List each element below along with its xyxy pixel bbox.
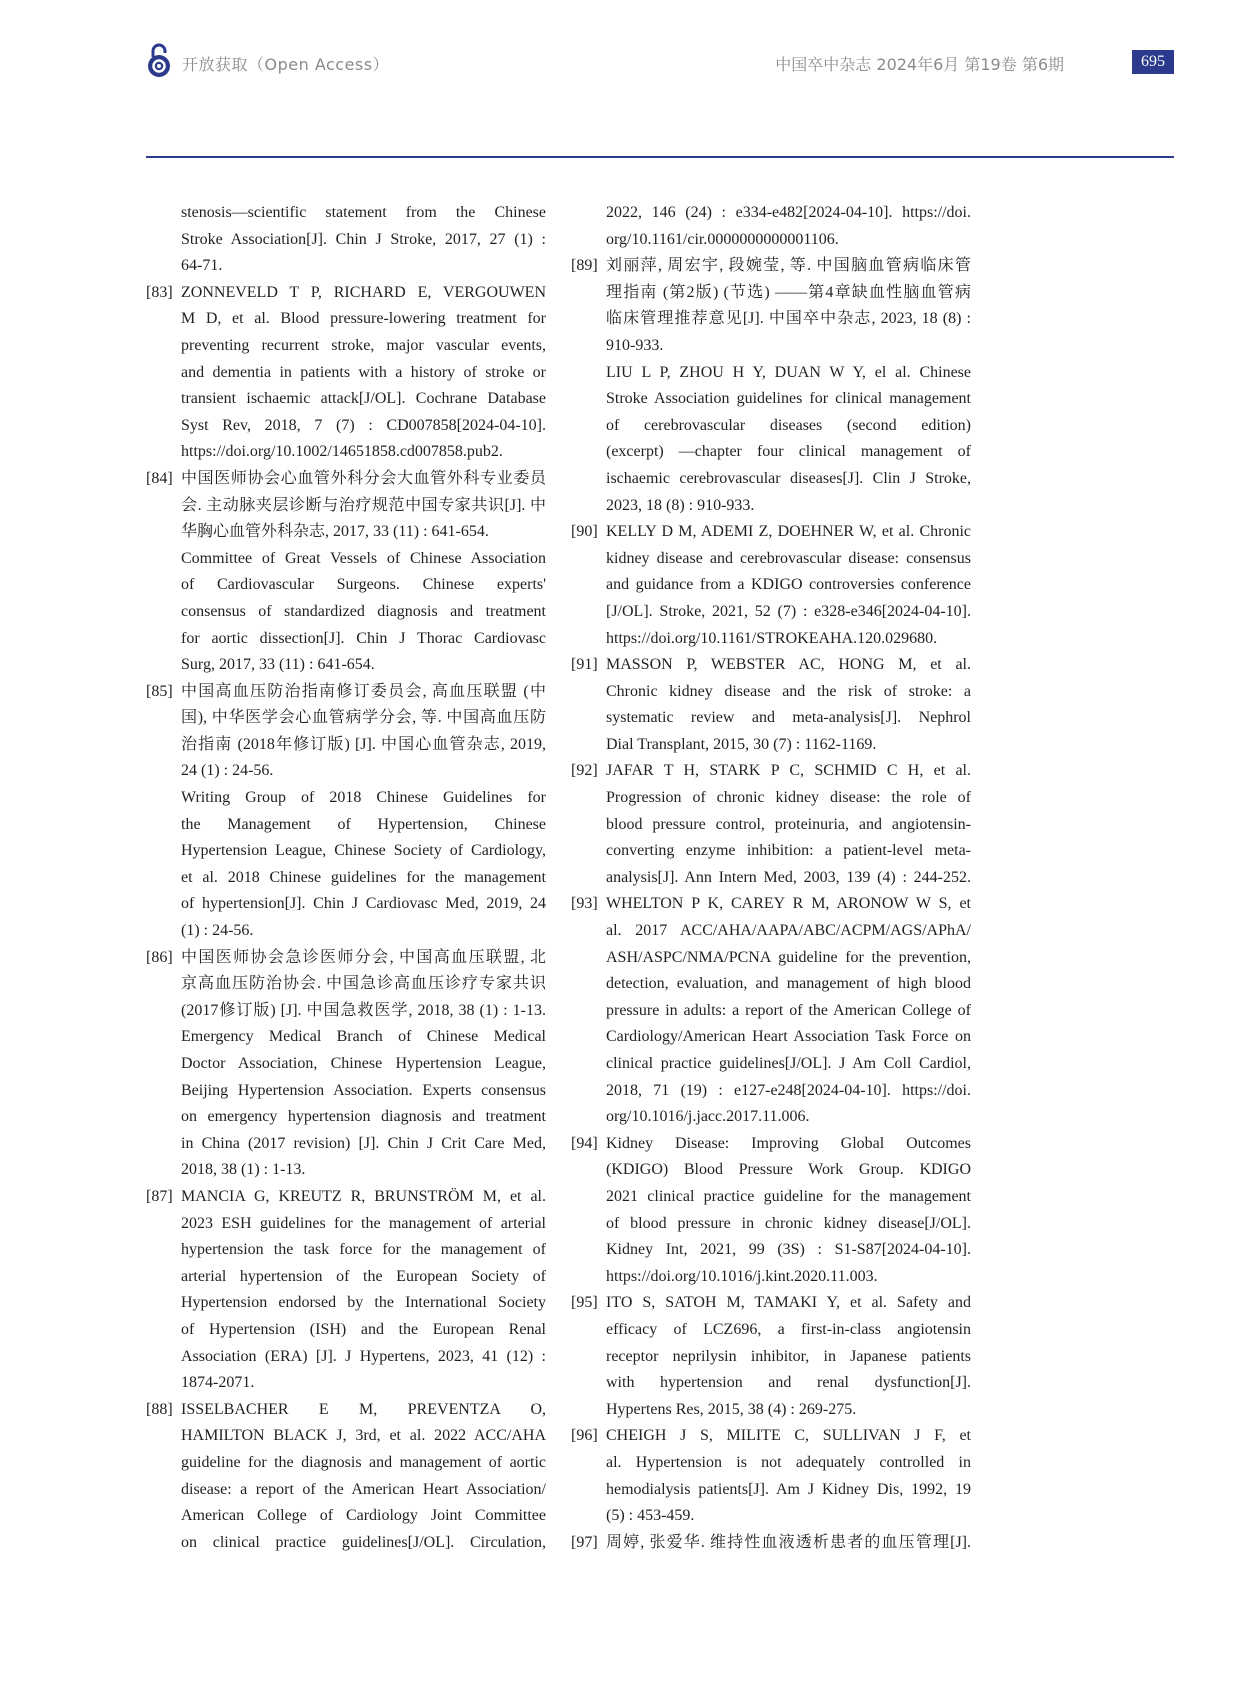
reference-text-line: stenosis—scientific statement from the Chinese xyxy=(181,204,546,221)
reference-number: [92] xyxy=(571,762,598,780)
reference-text-line: preventing recurrent stroke, major vascular events, xyxy=(181,336,546,354)
reference-text-line: Kidney Disease: Improving Global Outcomes xyxy=(606,1134,971,1152)
reference-text-line: kidney disease and cerebrovascular disease: consensus xyxy=(606,549,971,567)
reference-text-line: hemodialysis patients[J]. Am J Kidney Dis, 1992, 19 xyxy=(606,1480,971,1498)
reference-number: [93] xyxy=(571,895,598,913)
reference-entry xyxy=(146,945,546,1184)
reference-text-line: 周婷, 张爱华. 维持性血液透析患者的血压管理[J]. xyxy=(606,1533,971,1551)
reference-number: [88] xyxy=(146,1400,173,1418)
reference-text-line: al. 2017 ACC/AHA/AAPA/ABC/ACPM/AGS/APhA/ xyxy=(606,922,971,940)
reference-text-line: detection, evaluation, and management of high blood xyxy=(606,975,971,993)
reference-text-line: Kidney Int, 2021, 99 (3S) : S1-S87[2024-04-10]. xyxy=(606,1241,971,1259)
reference-number: [84] xyxy=(146,469,173,487)
reference-text-line: Beijing Hypertension Association. Experts consensus xyxy=(181,1081,546,1099)
reference-text-line: ASH/ASPC/NMA/PCNA guideline for the prevention, xyxy=(606,948,971,966)
reference-text-line: 2022, 146 (24) : e334-e482[2024-04-10]. https://doi. xyxy=(606,204,971,221)
reference-text-line: of cerebrovascular diseases (second edition) xyxy=(606,416,971,434)
reference-text-line: ITO S, SATOH M, TAMAKI Y, et al. Safety and xyxy=(606,1294,971,1312)
reference-text-line: 理指南 (第2版) (节选) ——第4章缺血性脑血管病 xyxy=(606,283,971,301)
reference-text-line: HAMILTON BLACK J, 3rd, et al. 2022 ACC/AHA xyxy=(181,1427,546,1445)
reference-text-line: WHELTON P K, CAREY R M, ARONOW W S, et xyxy=(606,895,971,913)
reference-text-line: transient ischaemic attack[J/OL]. Cochrane Database xyxy=(181,390,546,408)
reference-number: [91] xyxy=(571,656,598,674)
reference-text-line: Hypertens Res, 2015, 38 (4) : 269-275. xyxy=(606,1400,857,1418)
reference-text-line: guideline for the diagnosis and management of aortic xyxy=(181,1453,546,1471)
reference-text-line: analysis[J]. Ann Intern Med, 2003, 139 (4) : 244-252. xyxy=(606,868,971,886)
reference-text-line: 2023 ESH guidelines for the management of arterial xyxy=(181,1214,546,1232)
reference-text-line: ischaemic cerebrovascular diseases[J]. Clin J Stroke, xyxy=(606,469,971,487)
reference-text-line: consensus of standardized diagnosis and treatment xyxy=(181,602,546,620)
reference-text-line: 临床管理推荐意见[J]. 中国卒中杂志, 2023, 18 (8) : xyxy=(606,310,971,328)
reference-text-line: blood pressure control, proteinuria, and angiotensin- xyxy=(606,815,971,833)
reference-text-line: on clinical practice guidelines[J/OL]. Circulation, xyxy=(181,1533,546,1551)
reference-text-line: org/10.1161/cir.0000000000001106. xyxy=(606,230,839,248)
reference-text-line: (2017修订版) [J]. 中国急救医学, 2018, 38 (1) : 1-13. xyxy=(181,1001,546,1019)
reference-entry xyxy=(571,891,971,1130)
reference-number: [96] xyxy=(571,1427,598,1445)
reference-text-line: receptor neprilysin inhibitor, in Japanese patients xyxy=(606,1347,971,1365)
reference-text-line: arterial hypertension of the European Society of xyxy=(181,1267,546,1285)
reference-number: [94] xyxy=(571,1134,598,1152)
reference-text-line: 910-933. xyxy=(606,336,664,354)
reference-number: [95] xyxy=(571,1294,598,1312)
reference-entry xyxy=(146,1397,546,1557)
reference-text-line: converting enzyme inhibition: a patient-level meta- xyxy=(606,842,971,860)
reference-text-line: https://doi.org/10.1161/STROKEAHA.120.029680. xyxy=(606,629,938,647)
reference-entry xyxy=(571,1290,971,1423)
reference-text-line: 64-71. xyxy=(181,257,223,275)
reference-text-line: Chronic kidney disease and the risk of stroke: a xyxy=(606,682,971,700)
reference-text-line: CHEIGH J S, MILITE C, SULLIVAN J F, et xyxy=(606,1427,971,1445)
reference-text-line: disease: a report of the American Heart Association/ xyxy=(181,1480,546,1498)
reference-text-line: Hypertension endorsed by the International Society xyxy=(181,1294,546,1312)
reference-text-line: 中国高血压防治指南修订委员会, 高血压联盟 (中 xyxy=(181,682,546,700)
reference-text-line: Committee of Great Vessels of Chinese Association xyxy=(181,549,546,567)
reference-text-line: Cardiology/American Heart Association Task Force on xyxy=(606,1028,971,1046)
reference-text-line: JAFAR T H, STARK P C, SCHMID C H, et al. xyxy=(606,762,971,780)
reference-text-line: Syst Rev, 2018, 7 (7) : CD007858[2024-04-10]. xyxy=(181,416,546,434)
open-access-label: 开放获取（Open Access） xyxy=(182,55,390,74)
reference-text-line: 京高血压防治协会. 中国急诊高血压诊疗专家共识 xyxy=(181,975,546,993)
journal-issue: 中国卒中杂志 2024年6月 第19卷 第6期 xyxy=(775,55,1064,74)
reference-text-line: Hypertension League, Chinese Society of Cardiology, xyxy=(181,842,546,860)
reference-text-line: 24 (1) : 24-56. xyxy=(181,762,274,780)
reference-text-line: 2018, 71 (19) : e127-e248[2024-04-10]. https://doi. xyxy=(606,1081,971,1099)
reference-text-line: [J/OL]. Stroke, 2021, 52 (7) : e328-e346[2024-04-10]. xyxy=(606,602,971,620)
reference-text-line: 2023, 18 (8) : 910-933. xyxy=(606,496,755,514)
reference-entry xyxy=(571,253,971,519)
reference-text-line: Surg, 2017, 33 (11) : 641-654. xyxy=(181,656,375,674)
reference-text-line: hypertension the task force for the management of xyxy=(181,1241,546,1259)
reference-text-line: Stroke Association guidelines for clinical management xyxy=(606,390,971,408)
reference-text-line: for aortic dissection[J]. Chin J Thorac Cardiovasc xyxy=(181,629,546,647)
reference-entry xyxy=(571,1530,971,1557)
reference-text-line: systematic review and meta-analysis[J]. Nephrol xyxy=(606,709,971,727)
reference-text-line: and dementia in patients with a history of stroke or xyxy=(181,363,546,381)
reference-text-line: pressure in adults: a report of the American College of xyxy=(606,1001,971,1019)
references-left-column xyxy=(146,200,546,1556)
reference-entry xyxy=(571,1423,971,1529)
reference-entry xyxy=(146,1184,546,1397)
reference-text-line: 国), 中华医学会心血管病学分会, 等. 中国高血压防 xyxy=(181,709,546,727)
reference-text-line: of blood pressure in chronic kidney disease[J/OL]. xyxy=(606,1214,971,1232)
reference-text-line: Emergency Medical Branch of Chinese Medical xyxy=(181,1028,546,1046)
reference-text-line: 1874-2071. xyxy=(181,1374,255,1392)
reference-text-line: org/10.1016/j.jacc.2017.11.006. xyxy=(606,1108,810,1126)
reference-number: [86] xyxy=(146,948,173,966)
reference-text-line: MASSON P, WEBSTER AC, HONG M, et al. xyxy=(606,656,971,674)
reference-text-line: et al. 2018 Chinese guidelines for the management xyxy=(181,868,546,886)
reference-entry xyxy=(571,200,971,253)
reference-text-line: https://doi.org/10.1016/j.kint.2020.11.003. xyxy=(606,1267,878,1285)
reference-text-line: American College of Cardiology Joint Committee xyxy=(181,1507,546,1525)
reference-text-line: al. Hypertension is not adequately controlled in xyxy=(606,1453,971,1471)
reference-text-line: ZONNEVELD T P, RICHARD E, VERGOUWEN xyxy=(181,283,546,301)
reference-text-line: (1) : 24-56. xyxy=(181,922,254,940)
reference-text-line: (KDIGO) Blood Pressure Work Group. KDIGO xyxy=(606,1161,971,1179)
reference-text-line: 2021 clinical practice guideline for the management xyxy=(606,1187,971,1205)
reference-text-line: the Management of Hypertension, Chinese xyxy=(181,815,546,833)
page-number: 695 xyxy=(1132,50,1174,74)
reference-number: [87] xyxy=(146,1187,173,1205)
reference-text-line: in China (2017 revision) [J]. Chin J Crit Care Med, xyxy=(181,1134,546,1152)
reference-number: [97] xyxy=(571,1533,598,1551)
reference-text-line: (excerpt) —chapter four clinical management of xyxy=(606,443,971,461)
reference-text-line: 华胸心血管外科杂志, 2017, 33 (11) : 641-654. xyxy=(181,523,489,541)
reference-text-line: of Hypertension (ISH) and the European Renal xyxy=(181,1320,546,1338)
page-header xyxy=(0,0,1241,160)
reference-text-line: Stroke Association[J]. Chin J Stroke, 2017, 27 (1) : xyxy=(181,230,546,248)
reference-number: [89] xyxy=(571,257,598,275)
reference-text-line: 中国医师协会急诊医师分会, 中国高血压联盟, 北 xyxy=(181,948,546,966)
reference-number: [83] xyxy=(146,283,173,301)
references-right-column xyxy=(571,200,971,1556)
reference-entry xyxy=(146,679,546,945)
reference-text-line: and guidance from a KDIGO controversies conference xyxy=(606,576,971,594)
reference-text-line: 2018, 38 (1) : 1-13. xyxy=(181,1161,306,1179)
reference-text-line: Progression of chronic kidney disease: the role of xyxy=(606,789,971,807)
reference-entry xyxy=(571,652,971,758)
reference-text-line: with hypertension and renal dysfunction[J]. xyxy=(606,1374,971,1392)
reference-text-line: Doctor Association, Chinese Hypertension League, xyxy=(181,1055,546,1072)
reference-text-line: clinical practice guidelines[J/OL]. J Am Coll Cardiol, xyxy=(606,1055,971,1072)
reference-entry xyxy=(146,200,546,280)
reference-text-line: MANCIA G, KREUTZ R, BRUNSTRÖM M, et al. xyxy=(181,1187,546,1205)
reference-text-line: (5) : 453-459. xyxy=(606,1507,695,1525)
reference-text-line: https://doi.org/10.1002/14651858.cd007858.pub2. xyxy=(181,443,503,461)
header-rule xyxy=(146,156,1174,158)
reference-entry xyxy=(146,280,546,466)
reference-text-line: efficacy of LCZ696, a first-in-class angiotensin xyxy=(606,1320,971,1338)
reference-entry xyxy=(571,519,971,652)
reference-text-line: on emergency hypertension diagnosis and treatment xyxy=(181,1108,546,1126)
reference-number: [90] xyxy=(571,523,598,541)
reference-text-line: 会. 主动脉夹层诊断与治疗规范中国专家共识[J]. 中 xyxy=(181,496,546,514)
reference-text-line: of hypertension[J]. Chin J Cardiovasc Med, 2019, 24 xyxy=(181,895,546,913)
reference-text-line: Dial Transplant, 2015, 30 (7) : 1162-1169. xyxy=(606,735,877,753)
reference-text-line: ISSELBACHER E M, PREVENTZA O, xyxy=(181,1400,546,1418)
open-access-icon xyxy=(146,42,172,78)
reference-text-line: M D, et al. Blood pressure-lowering treatment for xyxy=(181,310,546,328)
reference-text-line: Writing Group of 2018 Chinese Guidelines for xyxy=(181,789,546,807)
reference-entry xyxy=(146,466,546,679)
reference-text-line: LIU L P, ZHOU H Y, DUAN W Y, el al. Chinese xyxy=(606,363,971,381)
reference-number: [85] xyxy=(146,682,173,700)
reference-entry xyxy=(571,1131,971,1291)
reference-text-line: 刘丽萍, 周宏宇, 段婉莹, 等. 中国脑血管病临床管 xyxy=(606,257,971,275)
reference-text-line: of Cardiovascular Surgeons. Chinese experts' xyxy=(181,576,546,594)
reference-text-line: KELLY D M, ADEMI Z, DOEHNER W, et al. Chronic xyxy=(606,523,971,541)
reference-text-line: 治指南 (2018年修订版) [J]. 中国心血管杂志, 2019, xyxy=(181,735,546,753)
reference-text-line: 中国医师协会心血管外科分会大血管外科专业委员 xyxy=(181,469,546,487)
reference-text-line: Association (ERA) [J]. J Hypertens, 2023, 41 (12) : xyxy=(181,1347,546,1365)
reference-entry xyxy=(571,758,971,891)
